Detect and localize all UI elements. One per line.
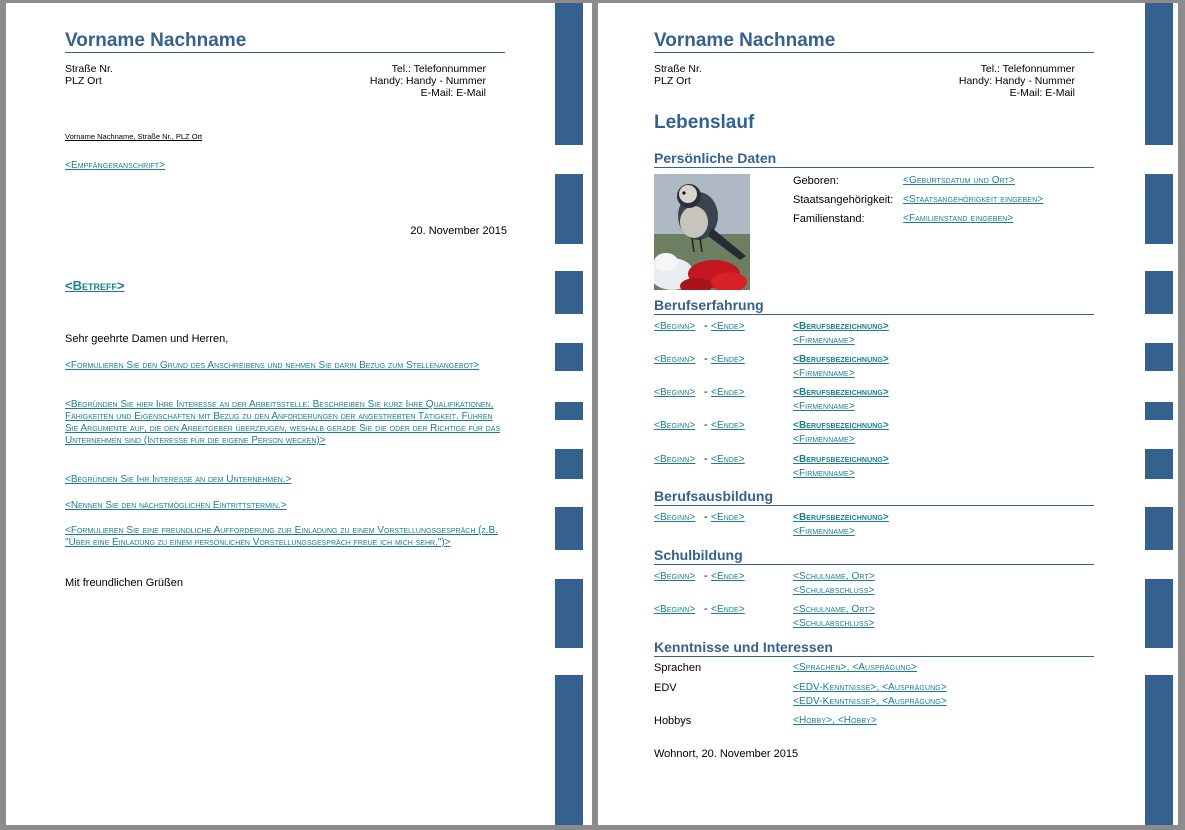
section-heading-work: Berufserfahrung bbox=[654, 297, 764, 313]
school-degree[interactable]: <Schulabschluss> bbox=[793, 585, 875, 596]
school-begin[interactable]: <Beginn> bbox=[654, 604, 696, 615]
personal-label-born: Geboren: bbox=[793, 175, 839, 187]
date-separator: - bbox=[704, 419, 708, 431]
training-begin[interactable]: <Beginn> bbox=[654, 512, 696, 523]
decor-stripe bbox=[555, 507, 583, 550]
decor-stripe bbox=[555, 402, 583, 420]
date-separator: - bbox=[704, 386, 708, 398]
skills-value-languages[interactable]: <Sprachen>, <Ausprägung> bbox=[793, 662, 918, 673]
work-title[interactable]: <Berufsbezeichnung> bbox=[793, 454, 889, 465]
letter-recipient-field[interactable]: <Empfängeranschrift> bbox=[65, 160, 166, 171]
work-end[interactable]: <Ende> bbox=[711, 321, 745, 332]
training-end[interactable]: <Ende> bbox=[711, 512, 745, 523]
date-separator: - bbox=[704, 570, 708, 582]
decor-stripe bbox=[1145, 579, 1173, 648]
skills-label-it: EDV bbox=[654, 682, 677, 694]
decor-stripe bbox=[555, 449, 583, 479]
work-begin[interactable]: <Beginn> bbox=[654, 354, 696, 365]
decor-stripe bbox=[555, 3, 583, 145]
bird-photo-icon bbox=[654, 174, 750, 290]
letter-paragraph[interactable]: <Begründen Sie Ihr Interesse an dem Unternehmen.> bbox=[65, 474, 292, 485]
work-begin[interactable]: <Beginn> bbox=[654, 387, 696, 398]
cv-mobile: Handy: Handy - Nummer bbox=[958, 75, 1075, 87]
work-end[interactable]: <Ende> bbox=[711, 454, 745, 465]
cv-tel: Tel.: Telefonnummer bbox=[980, 63, 1075, 75]
cv-city: PLZ Ort bbox=[654, 75, 691, 87]
school-end[interactable]: <Ende> bbox=[711, 571, 745, 582]
decor-stripe bbox=[1145, 675, 1173, 825]
section-heading-training: Berufsausbildung bbox=[654, 488, 774, 504]
date-separator: - bbox=[704, 320, 708, 332]
letter-paragraph[interactable]: <Formulieren Sie den Grund des Anschreibens und nehmen Sie darin Bezug zum Stellenangebot> bbox=[65, 360, 480, 371]
work-end[interactable]: <Ende> bbox=[711, 387, 745, 398]
section-rule bbox=[654, 564, 1094, 565]
personal-value-marital[interactable]: <Familienstand eingeben> bbox=[903, 213, 1014, 224]
cv-email: E-Mail: E-Mail bbox=[1009, 87, 1075, 99]
letter-paragraph[interactable]: <Nennen Sie den nächstmöglichen Eintrittstermin.> bbox=[65, 500, 287, 511]
school-begin[interactable]: <Beginn> bbox=[654, 571, 696, 582]
skills-value-it[interactable]: <EDV-Kenntnisse>, <Ausprägung> bbox=[793, 696, 947, 707]
school-end[interactable]: <Ende> bbox=[711, 604, 745, 615]
cv-name-rule bbox=[654, 52, 1094, 53]
decor-stripe bbox=[1145, 507, 1173, 550]
school-name[interactable]: <Schulname, Ort> bbox=[793, 571, 875, 582]
decor-stripe bbox=[1145, 449, 1173, 479]
skills-value-hobbies[interactable]: <Hobby>, <Hobby> bbox=[793, 715, 877, 726]
work-company[interactable]: <Firmenname> bbox=[793, 368, 855, 379]
letter-sender-name: Vorname Nachname bbox=[65, 30, 247, 51]
profile-photo bbox=[654, 174, 750, 290]
letter-salutation: Sehr geehrte Damen und Herren, bbox=[65, 333, 229, 345]
section-rule bbox=[654, 167, 1094, 168]
personal-value-nationality[interactable]: <Staatsangehörigkeit eingeben> bbox=[903, 194, 1044, 205]
decor-stripe bbox=[1145, 402, 1173, 420]
decor-stripe bbox=[555, 675, 583, 825]
letter-subject-field[interactable]: <Betreff> bbox=[65, 278, 125, 293]
letter-paragraph[interactable]: <Begründen Sie hier Ihre Interesse an der Arbeitsstelle: Beschreiben Sie kurz Ihre Qualifikationen, Fähigkeiten und Eigenschaften mit Bezug zu den Anforderungen der angestrebten Tätigkeit. Führen Sie Argumente auf, die den Arbeitgeber überzeugen, weshalb gerade Sie die oder der Richtige für das Unternehmen sind (Interesse für die eigene Person wecken)> bbox=[65, 399, 501, 446]
section-rule bbox=[654, 314, 1094, 315]
decor-stripe bbox=[1145, 271, 1173, 314]
school-degree[interactable]: <Schulabschluss> bbox=[793, 618, 875, 629]
skills-label-languages: Sprachen bbox=[654, 662, 702, 674]
letter-mobile: Handy: Handy - Nummer bbox=[369, 75, 486, 87]
decor-stripe bbox=[1145, 174, 1173, 244]
decor-stripe bbox=[555, 271, 583, 314]
letter-sender-line: Vorname Nachname, Straße Nr., PLZ Ort bbox=[65, 132, 203, 141]
work-begin[interactable]: <Beginn> bbox=[654, 321, 696, 332]
letter-email: E-Mail: E-Mail bbox=[420, 87, 486, 99]
work-company[interactable]: <Firmenname> bbox=[793, 401, 855, 412]
section-heading-skills: Kenntnisse und Interessen bbox=[654, 639, 833, 655]
work-title[interactable]: <Berufsbezeichnung> bbox=[793, 321, 889, 332]
decor-stripe bbox=[555, 174, 583, 244]
work-title[interactable]: <Berufsbezeichnung> bbox=[793, 420, 889, 431]
letter-page bbox=[6, 3, 592, 825]
decor-stripe bbox=[555, 343, 583, 371]
letter-street: Straße Nr. bbox=[65, 63, 113, 75]
cv-name: Vorname Nachname bbox=[654, 30, 836, 51]
training-company[interactable]: <Firmenname> bbox=[793, 526, 855, 537]
letter-name-rule bbox=[65, 52, 505, 53]
work-title[interactable]: <Berufsbezeichnung> bbox=[793, 387, 889, 398]
section-rule bbox=[654, 505, 1094, 506]
letter-tel: Tel.: Telefonnummer bbox=[391, 63, 486, 75]
work-company[interactable]: <Firmenname> bbox=[793, 434, 855, 445]
work-end[interactable]: <Ende> bbox=[711, 354, 745, 365]
personal-label-nationality: Staatsangehörigkeit: bbox=[793, 194, 894, 206]
personal-label-marital: Familienstand: bbox=[793, 213, 865, 225]
section-rule bbox=[654, 656, 1094, 657]
date-separator: - bbox=[704, 603, 708, 615]
work-end[interactable]: <Ende> bbox=[711, 420, 745, 431]
letter-closing: Mit freundlichen Grüßen bbox=[65, 577, 183, 589]
date-separator: - bbox=[704, 453, 708, 465]
cv-place-date: Wohnort, 20. November 2015 bbox=[654, 748, 799, 760]
work-begin[interactable]: <Beginn> bbox=[654, 420, 696, 431]
decor-stripe bbox=[1145, 3, 1173, 145]
skills-label-hobbies: Hobbys bbox=[654, 715, 692, 727]
skills-value-it[interactable]: <EDV-Kenntnisse>, <Ausprägung> bbox=[793, 682, 947, 693]
section-heading-school: Schulbildung bbox=[654, 547, 743, 563]
work-company[interactable]: <Firmenname> bbox=[793, 335, 855, 346]
letter-date: 20. November 2015 bbox=[410, 225, 507, 237]
decor-stripe bbox=[1145, 343, 1173, 371]
section-heading-personal: Persönliche Daten bbox=[654, 150, 777, 166]
cv-page bbox=[598, 3, 1178, 825]
date-separator: - bbox=[704, 353, 708, 365]
work-begin[interactable]: <Beginn> bbox=[654, 454, 696, 465]
work-title[interactable]: <Berufsbezeichnung> bbox=[793, 354, 889, 365]
training-title[interactable]: <Berufsbezeichnung> bbox=[793, 512, 889, 523]
school-name[interactable]: <Schulname, Ort> bbox=[793, 604, 875, 615]
cv-street: Straße Nr. bbox=[654, 63, 702, 75]
personal-value-born[interactable]: <Geburtsdatum und Ort> bbox=[903, 175, 1015, 186]
date-separator: - bbox=[704, 511, 708, 523]
letter-city: PLZ Ort bbox=[65, 75, 102, 87]
letter-paragraph[interactable]: <Formulieren Sie eine freundliche Aufforderung zur Einladung zu einem Vorstellungsgespräch (z.B. "Über eine Einladung zu einem persönlichen Vorstellungsgespräch freue ich mich sehr.")> bbox=[65, 525, 499, 548]
cv-title: Lebenslauf bbox=[654, 112, 755, 133]
work-company[interactable]: <Firmenname> bbox=[793, 468, 855, 479]
decor-stripe bbox=[555, 579, 583, 648]
